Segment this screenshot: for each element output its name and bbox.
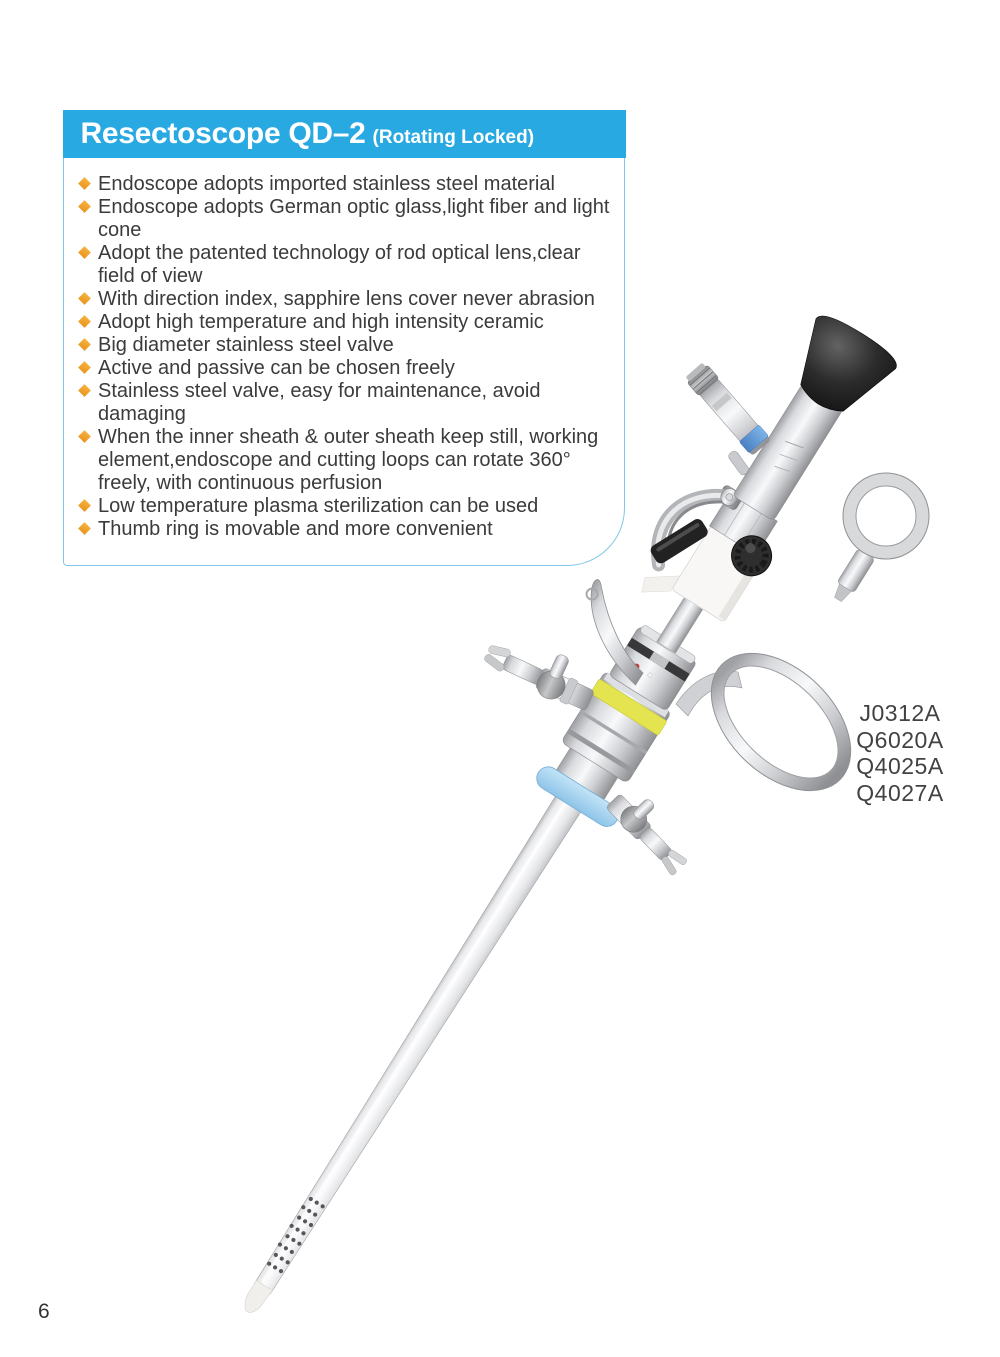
yellow-code-band: [590, 679, 667, 736]
feature-item: [79, 357, 618, 380]
feature-text: Adopt high temperature and high intensity ceramic: [98, 310, 544, 333]
diamond-bullet-icon: [78, 246, 91, 259]
model-number: Q4027A: [856, 779, 944, 806]
feature-text: Adopt the patented technology of rod optical lens,clear field of view: [98, 241, 581, 287]
rotation-collar: [609, 623, 700, 712]
feature-text: Big diameter stainless steel valve: [98, 333, 394, 356]
sheath-body: [560, 670, 672, 784]
product-subtitle: (Rotating Locked): [372, 126, 535, 148]
ceramic-tip: [240, 1280, 273, 1317]
feature-item: [79, 173, 618, 196]
blue-flange: [532, 763, 622, 831]
feature-item: [79, 196, 618, 242]
feature-text: Endoscope adopts imported stainless steel material: [98, 172, 555, 195]
fixed-thumb-ring: [829, 473, 929, 605]
feature-item: [79, 426, 618, 495]
stopcock-upper: [479, 625, 602, 715]
feature-item: [79, 311, 618, 334]
model-number: J0312A: [859, 700, 941, 726]
perforation-holes: [265, 1195, 325, 1275]
model-number: Q4025A: [856, 753, 944, 779]
feature-text: Low temperature plasma sterilization can be used: [98, 494, 539, 517]
product-info-box: [63, 110, 625, 566]
feature-text: Thumb ring is movable and more convenient: [98, 517, 493, 540]
feature-text: Endoscope adopts German optic glass,light fiber and light cone: [98, 195, 610, 241]
product-title-text: Resectoscope QD–2: [80, 116, 366, 150]
feature-text: Stainless steel valve, easy for maintenance, avoid damaging: [98, 379, 541, 425]
feature-item: [79, 380, 618, 426]
page-number: 6: [38, 1300, 50, 1323]
eyepiece-barrel: [733, 384, 844, 521]
finger-lever: [559, 578, 673, 685]
product-title-banner: [63, 110, 626, 158]
diamond-bullet-icon: [78, 200, 91, 213]
eyepiece-cup: [778, 309, 902, 429]
diamond-bullet-icon: [78, 384, 91, 397]
diamond-bullet-icon: [78, 361, 91, 374]
electrode-pin: [648, 517, 709, 566]
feature-list: [64, 173, 624, 541]
diamond-bullet-icon: [78, 315, 91, 328]
spring-ratchet-arm: [644, 468, 744, 584]
model-number-list: [850, 700, 950, 806]
feature-item: [79, 288, 618, 311]
locking-knob: [724, 528, 779, 583]
feature-item: [79, 334, 618, 357]
diamond-bullet-icon: [78, 499, 91, 512]
feature-text: When the inner sheath & outer sheath keep still, working element,endoscope and cutting loops can rotate 360° freely, with continuous perfusion: [98, 425, 599, 494]
working-element-block: [637, 510, 764, 638]
feature-item: [79, 495, 618, 518]
blue-band: [739, 425, 768, 453]
feature-item: [79, 242, 618, 288]
stopcock-lower: [605, 782, 699, 878]
product-title: [63, 110, 626, 158]
feature-item: [79, 518, 618, 541]
diamond-bullet-icon: [78, 430, 91, 443]
sheath-shaft: [237, 787, 586, 1321]
light-post: [684, 361, 772, 456]
diamond-bullet-icon: [78, 522, 91, 535]
diamond-bullet-icon: [78, 177, 91, 190]
feature-text: With direction index, sapphire lens cover never abrasion: [98, 287, 595, 310]
diamond-bullet-icon: [78, 338, 91, 351]
feature-text: Active and passive can be chosen freely: [98, 356, 455, 379]
diamond-bullet-icon: [78, 292, 91, 305]
model-number: Q6020A: [856, 726, 944, 753]
oval-thumb-ring: [676, 627, 877, 817]
